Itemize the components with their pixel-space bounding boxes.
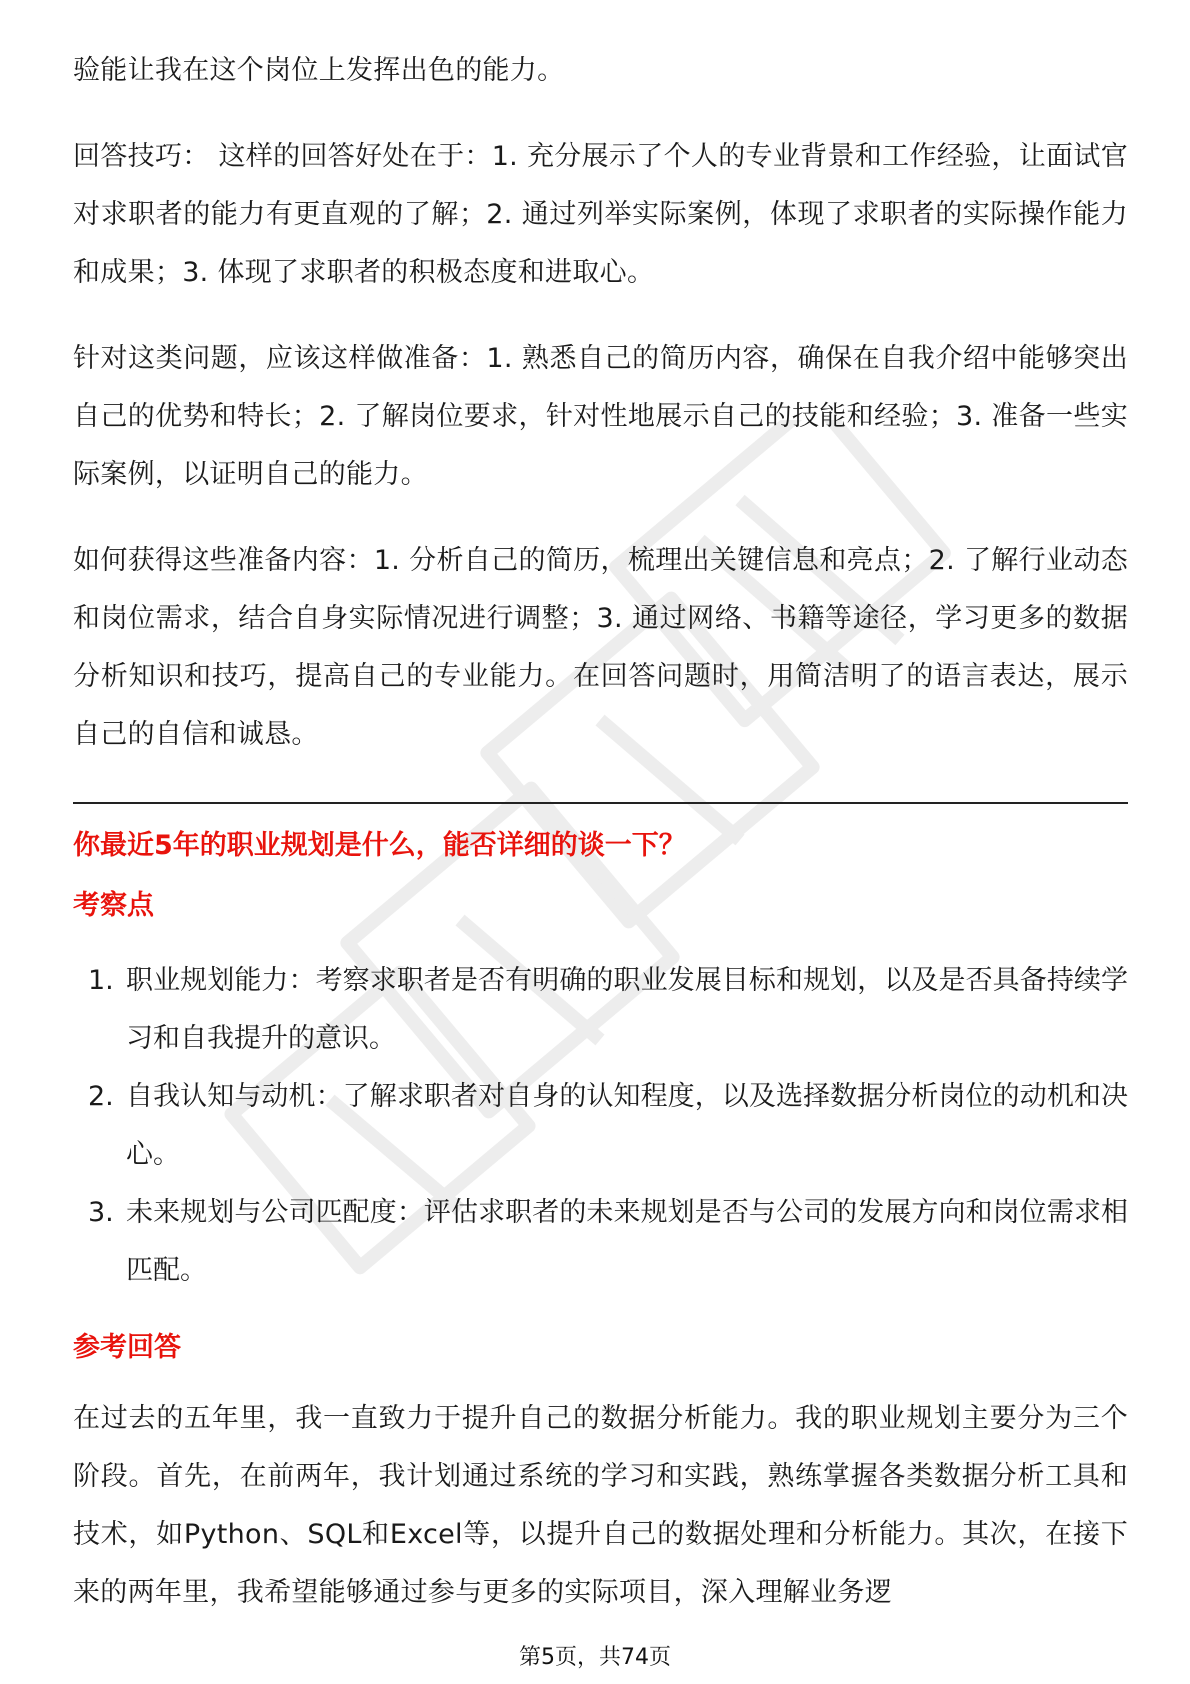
section-divider: [73, 802, 1128, 804]
list-item-text: 职业规划能力：考察求职者是否有明确的职业发展目标和规划，以及是否具备持续学习和自我提升的意识。: [126, 965, 1128, 1054]
paragraph-prepare: 针对这类问题，应该这样做准备：1. 熟悉自己的简历内容，确保在自我介绍中能够突出自己的优势和特长；2. 了解岗位要求，针对性地展示自己的技能和经验；3. 准备一些实际案例，以证明自己的能力。: [73, 343, 1128, 490]
list-item-number: 1.: [88, 965, 114, 996]
document-body: [73, 42, 1128, 1650]
list-item-number: 2.: [88, 1081, 114, 1112]
list-item-text: 自我认知与动机：了解求职者对自身的认知程度，以及选择数据分析岗位的动机和决心。: [126, 1081, 1128, 1170]
points-list: [73, 952, 1128, 1300]
points-heading: 考察点: [73, 890, 154, 921]
paragraph-tips: 回答技巧： 这样的回答好处在于：1. 充分展示了个人的专业背景和工作经验，让面试官对求职者的能力有更直观的了解；2. 通过列举实际案例，体现了求职者的实际操作能力和成果；3. 体现了求职者的积极态度和进取心。: [73, 141, 1128, 288]
list-item-text: 未来规划与公司匹配度：评估求职者的未来规划是否与公司的发展方向和岗位需求相匹配。: [126, 1197, 1128, 1286]
paragraph-obtain: 如何获得这些准备内容：1. 分析自己的简历，梳理出关键信息和亮点；2. 了解行业动态和岗位需求，结合自身实际情况进行调整；3. 通过网络、书籍等途径，学习更多的数据分析知识和技巧，提高自己的专业能力。在回答问题时，用简洁明了的语言表达，展示自己的自信和诚恳。: [73, 545, 1128, 750]
page-footer: 第5页，共74页: [519, 1645, 671, 1670]
paragraph-intro-tail: 验能让我在这个岗位上发挥出色的能力。: [73, 55, 565, 86]
list-item: [73, 1184, 1128, 1300]
list-item: [73, 952, 1128, 1068]
question-heading: 你最近5年的职业规划是什么，能否详细的谈一下？: [73, 830, 686, 861]
paragraph-answer: 在过去的五年里，我一直致力于提升自己的数据分析能力。我的职业规划主要分为三个阶段。首先，在前两年，我计划通过系统的学习和实践，熟练掌握各类数据分析工具和技术，如Python、SQL和Excel等，以提升自己的数据处理和分析能力。其次，在接下来的两年里，我希望能够通过参与更多的实际项目，深入理解业务逻: [73, 1403, 1128, 1608]
list-item-number: 3.: [88, 1197, 114, 1228]
list-item: [73, 1068, 1128, 1184]
answer-heading: 参考回答: [73, 1332, 181, 1363]
